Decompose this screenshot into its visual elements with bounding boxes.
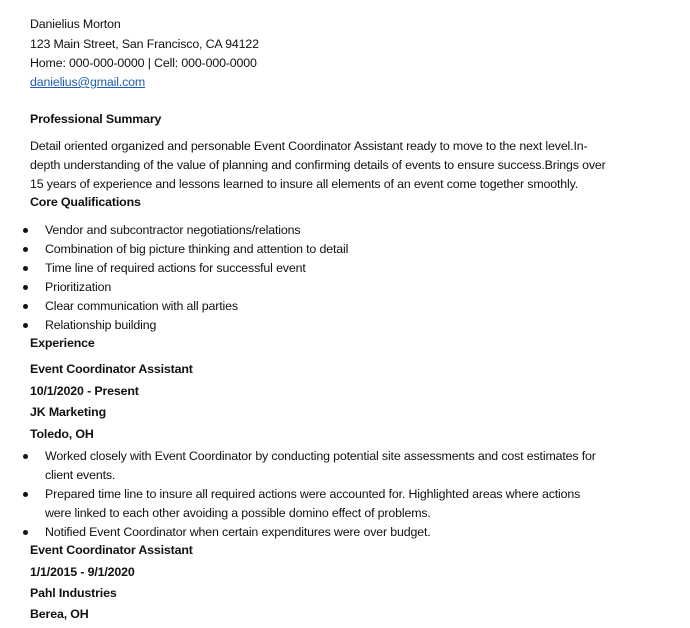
bullet-icon [23, 323, 28, 328]
job-company: JK Marketing [30, 405, 107, 419]
job-dates: 10/1/2020 - Present [30, 384, 139, 398]
email-link[interactable]: danielius@gmail.com [30, 75, 146, 89]
job-bullet-line: Worked closely with Event Coordinator by conducting potential site assessments and cost estimates for [45, 449, 596, 463]
contact-address: 123 Main Street, San Francisco, CA 94122 [30, 37, 259, 51]
job-bullet-line: were linked to each other avoiding a possible domino effect of problems. [45, 506, 431, 520]
bullet-icon [23, 492, 28, 497]
contact-name: Danielius Morton [30, 17, 121, 31]
bullet-icon [23, 304, 28, 309]
job-bullet-line: client events. [45, 468, 116, 482]
job-location: Toledo, OH [30, 427, 94, 441]
job-location: Berea, OH [30, 607, 89, 621]
summary-line: Detail oriented organized and personable Event Coordinator Assistant ready to move to the next level.In- [30, 139, 588, 153]
list-item: Combination of big picture thinking and attention to detail [45, 242, 349, 256]
list-item: Clear communication with all parties [45, 299, 238, 313]
job-title: Event Coordinator Assistant [30, 543, 193, 557]
bullet-icon [23, 228, 28, 233]
contact-phones: Home: 000-000-0000 | Cell: 000-000-0000 [30, 56, 257, 70]
list-item: Time line of required actions for successful event [45, 261, 306, 275]
summary-heading: Professional Summary [30, 112, 162, 126]
experience-heading: Experience [30, 336, 95, 350]
bullet-icon [23, 530, 28, 535]
bullet-icon [23, 454, 28, 459]
summary-line: depth understanding of the value of planning and confirming details of events to ensure success.Brings over [30, 158, 606, 172]
summary-line: 15 years of experience and lessons learned to insure all elements of an event come together smoothly. [30, 177, 579, 191]
job-bullet-line: Prepared time line to insure all required actions were accounted for. Highlighted areas where actions [45, 487, 581, 501]
bullet-icon [23, 266, 28, 271]
job-dates: 1/1/2015 - 9/1/2020 [30, 565, 135, 579]
qualifications-heading: Core Qualifications [30, 195, 141, 209]
list-item: Relationship building [45, 318, 157, 332]
bullet-icon [23, 285, 28, 290]
job-bullet-line: Notified Event Coordinator when certain expenditures were over budget. [45, 525, 431, 539]
job-company: Pahl Industries [30, 586, 117, 600]
list-item: Prioritization [45, 280, 112, 294]
list-item: Vendor and subcontractor negotiations/relations [45, 223, 301, 237]
bullet-icon [23, 247, 28, 252]
job-title: Event Coordinator Assistant [30, 362, 193, 376]
